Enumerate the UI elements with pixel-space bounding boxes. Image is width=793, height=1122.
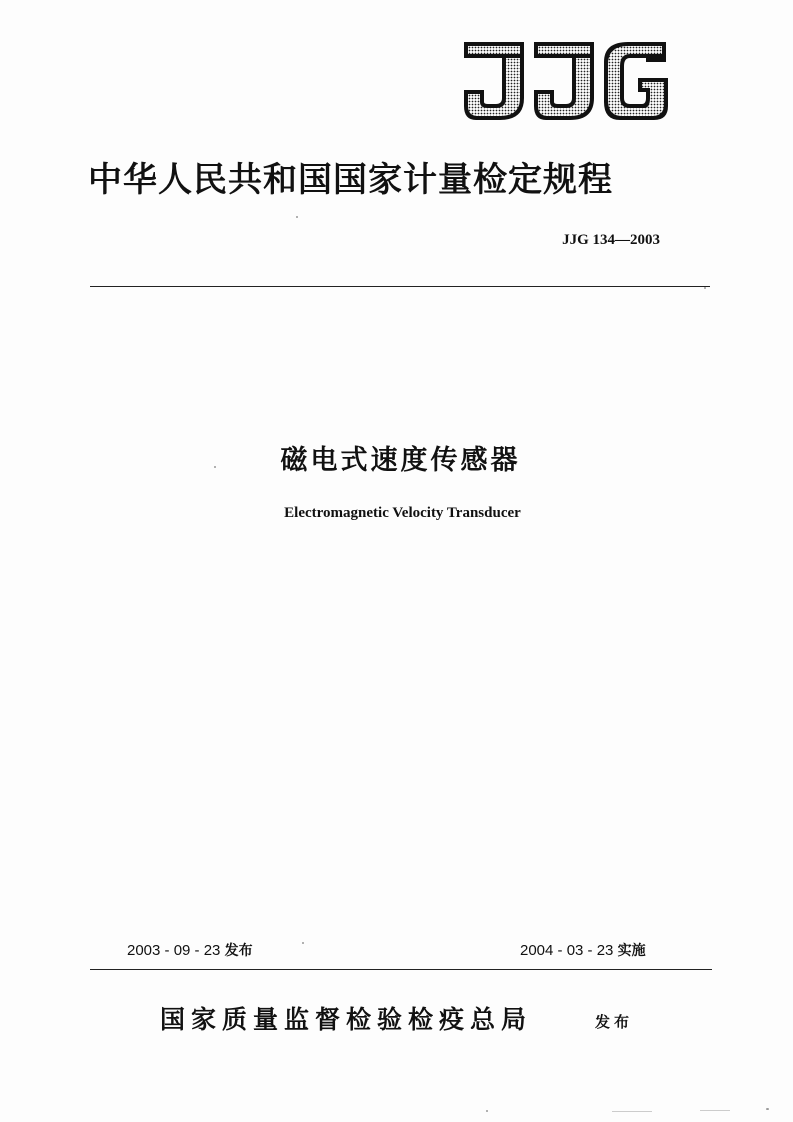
document-title-chinese: 磁电式速度传感器 — [280, 445, 521, 476]
effective-label: 实施 — [617, 943, 646, 959]
issued-date — [127, 940, 253, 960]
jjg-logo — [462, 40, 670, 124]
scan-speck — [766, 1108, 769, 1110]
scan-speck — [302, 942, 304, 944]
document-title-english: Electromagnetic Velocity Transducer — [284, 505, 521, 521]
standard-number: JJG 134—2003 — [562, 232, 660, 248]
scan-speck — [486, 1110, 488, 1112]
effective-date-value: 2004 - 03 - 23 — [520, 942, 614, 959]
scan-speck — [700, 1110, 730, 1111]
publisher-label: 发布 — [595, 1013, 634, 1031]
scan-speck — [214, 466, 216, 468]
scan-speck — [612, 1111, 652, 1112]
scan-speck — [296, 216, 298, 218]
publisher-name: 国家质量监督检验检疫总局 — [160, 1005, 533, 1034]
top-divider — [90, 286, 710, 287]
regulation-series-title: 中华人民共和国国家计量检定规程 — [88, 160, 613, 200]
issued-label: 发布 — [224, 943, 253, 959]
scan-speck — [704, 287, 706, 289]
bottom-divider — [90, 969, 712, 970]
issued-date-value: 2003 - 09 - 23 — [127, 942, 221, 959]
effective-date — [520, 940, 646, 960]
